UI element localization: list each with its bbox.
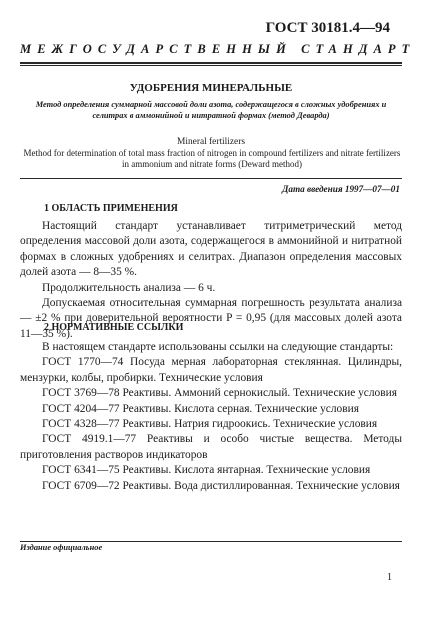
section-1-paragraph: Продолжительность анализа — 6 ч. bbox=[42, 281, 216, 294]
footer-rule bbox=[20, 541, 402, 542]
header-rule bbox=[20, 62, 402, 64]
section-1-heading: 1 ОБЛАСТЬ ПРИМЕНЕНИЯ bbox=[44, 203, 178, 214]
introduction-date: Дата введения 1997—07—01 bbox=[282, 184, 400, 194]
page-number: 1 bbox=[387, 572, 392, 583]
english-title: Mineral fertilizers bbox=[177, 137, 245, 147]
document-subtitle: Метод определения суммарной массовой доли азота, содержащегося в сложных удобрениях и селитрах в аммонийной и нитратной формах (метод Деварда) bbox=[35, 100, 387, 120]
reference-item: ГОСТ 4919.1—77 Реактивы и особо чистые вещества. Методы приготовления растворов индикаторов bbox=[20, 433, 402, 461]
english-subtitle: Method for determination of total mass fraction of nitrogen in compound fertilizers and nitrate fertilizers in ammonium and nitrate forms (Deward method) bbox=[23, 148, 401, 169]
section-1-paragraph: Настоящий стандарт устанавливает титриметрический метод определения массовой доли азота, содержащегося в аммонийной и нитратной формах в сложных удобрениях и селитрах. Диапазон определения массовых долей азота — 8—35 %. bbox=[20, 220, 402, 279]
standard-number: ГОСТ 30181.4—94 bbox=[265, 20, 390, 36]
reference-item: ГОСТ 6709—72 Реактивы. Вода дистиллированная. Технические условия bbox=[42, 479, 400, 492]
section-2-paragraph: В настоящем стандарте использованы ссылки на следующие стандарты: bbox=[42, 341, 394, 353]
edition-label: Издание официальное bbox=[20, 543, 103, 552]
section-2-heading: 2 НОРМАТИВНЫЕ ССЫЛКИ bbox=[44, 322, 184, 333]
reference-item: ГОСТ 6341—75 Реактивы. Кислота янтарная. Технические условия bbox=[42, 464, 371, 477]
reference-item: ГОСТ 3769—78 Реактивы. Аммоний сернокислый. Технические условия bbox=[42, 387, 397, 400]
reference-item: ГОСТ 4204—77 Реактивы. Кислота серная. Технические условия bbox=[42, 402, 359, 415]
standard-banner: МЕЖГОСУДАРСТВЕННЫЙ СТАНДАРТ bbox=[20, 42, 416, 56]
section-1-paragraph: Допускаемая относительная суммарная погрешность результата анализа — ±2 % при доверительной вероятности P = 0,95 (для массовых долей азота 11—35 %). bbox=[20, 297, 402, 340]
reference-item: ГОСТ 4328—77 Реактивы. Натрия гидроокись. Технические условия bbox=[42, 418, 378, 431]
header-rule-thin bbox=[20, 65, 402, 66]
title-rule bbox=[20, 178, 402, 179]
document-title: УДОБРЕНИЯ МИНЕРАЛЬНЫЕ bbox=[129, 82, 293, 94]
section-2-body bbox=[20, 340, 402, 494]
reference-item: ГОСТ 1770—74 Посуда мерная лабораторная стеклянная. Цилиндры, мензурки, колбы, пробирки. Технические условия bbox=[20, 356, 402, 384]
